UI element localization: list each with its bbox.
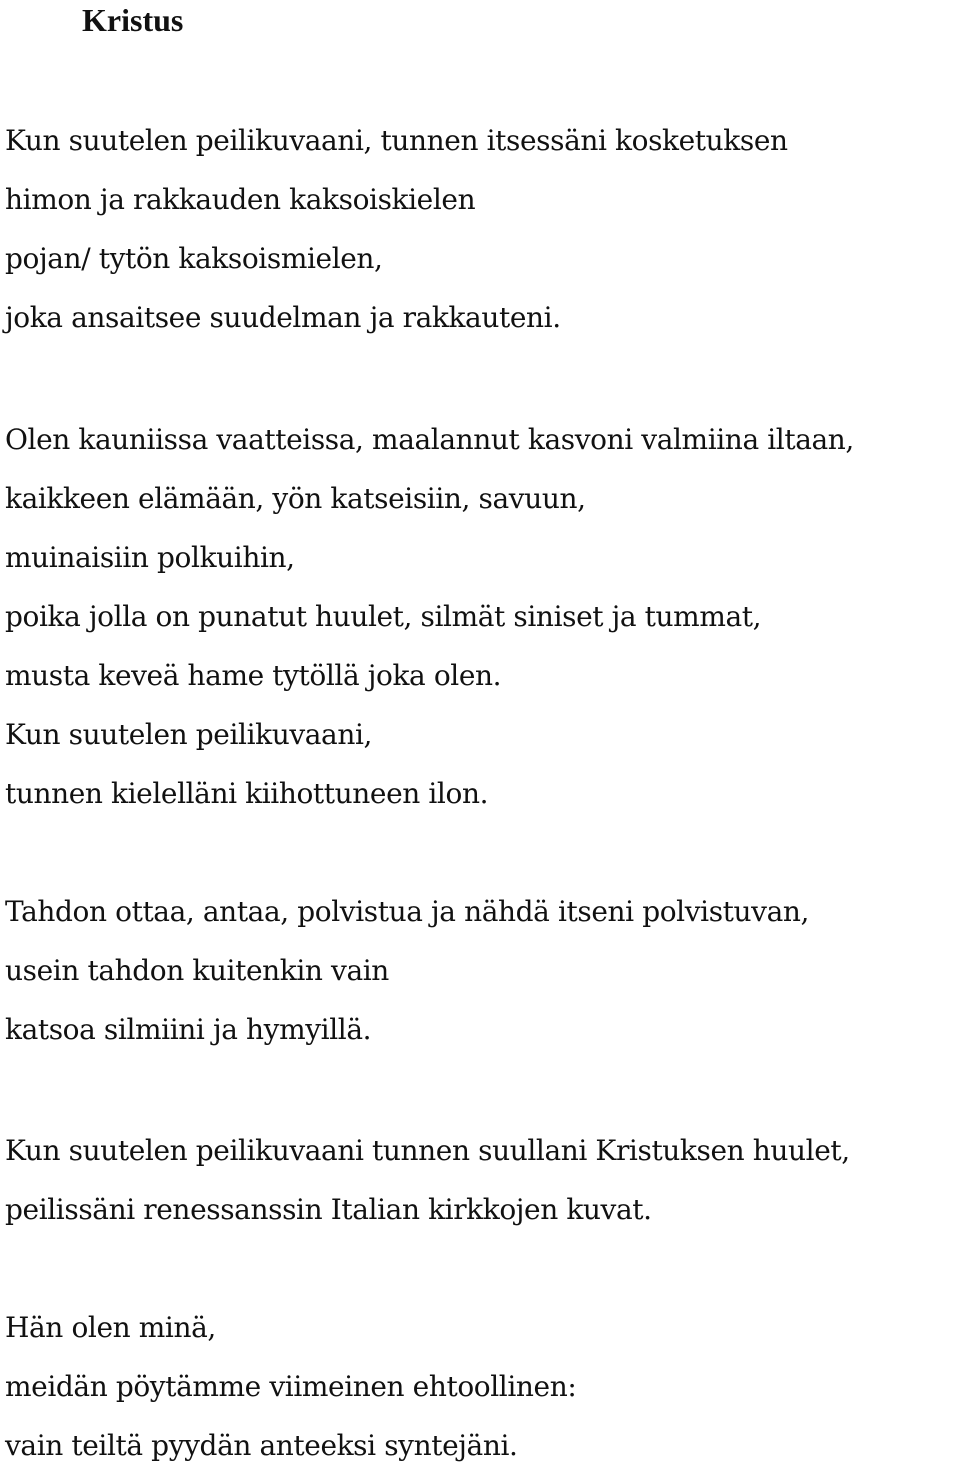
poem-line: tunnen kielelläni kiihottuneen ilon. bbox=[5, 777, 489, 810]
poem-line: poika jolla on punatut huulet, silmät siniset ja tummat, bbox=[5, 600, 762, 633]
poem-line: katsoa silmiini ja hymyillä. bbox=[5, 1013, 372, 1046]
poem-line: Kun suutelen peilikuvaani tunnen suullani Kristuksen huulet, bbox=[5, 1134, 850, 1167]
poem-line: muinaisiin polkuihin, bbox=[5, 541, 295, 574]
stanza-3 bbox=[5, 882, 809, 1059]
stanza-2 bbox=[5, 410, 854, 823]
poem-line: joka ansaitsee suudelman ja rakkauteni. bbox=[5, 301, 561, 334]
poem-line: meidän pöytämme viimeinen ehtoollinen: bbox=[5, 1370, 577, 1403]
poem-line: musta keveä hame tytöllä joka olen. bbox=[5, 659, 502, 692]
poem-line: Olen kauniissa vaatteissa, maalannut kasvoni valmiina iltaan, bbox=[5, 423, 854, 456]
poem-line: Kun suutelen peilikuvaani, bbox=[5, 718, 373, 751]
stanza-4 bbox=[5, 1121, 850, 1239]
poem-title: Kristus bbox=[82, 2, 184, 38]
poem-line: usein tahdon kuitenkin vain bbox=[5, 954, 389, 987]
poem-line: Tahdon ottaa, antaa, polvistua ja nähdä itseni polvistuvan, bbox=[5, 895, 810, 928]
stanza-5 bbox=[5, 1298, 576, 1475]
poem-line: kaikkeen elämään, yön katseisiin, savuun, bbox=[5, 482, 586, 515]
poem-line: Hän olen minä, bbox=[5, 1311, 216, 1344]
poem-line: himon ja rakkauden kaksoiskielen bbox=[5, 183, 476, 216]
poem-line: pojan/ tytön kaksoismielen, bbox=[5, 242, 383, 275]
stanza-1 bbox=[5, 111, 788, 347]
poem-line: vain teiltä pyydän anteeksi syntejäni. bbox=[5, 1429, 518, 1462]
poem-line: Kun suutelen peilikuvaani, tunnen itsessäni kosketuksen bbox=[5, 124, 788, 157]
poem-line: peilissäni renessanssin Italian kirkkojen kuvat. bbox=[5, 1193, 652, 1226]
